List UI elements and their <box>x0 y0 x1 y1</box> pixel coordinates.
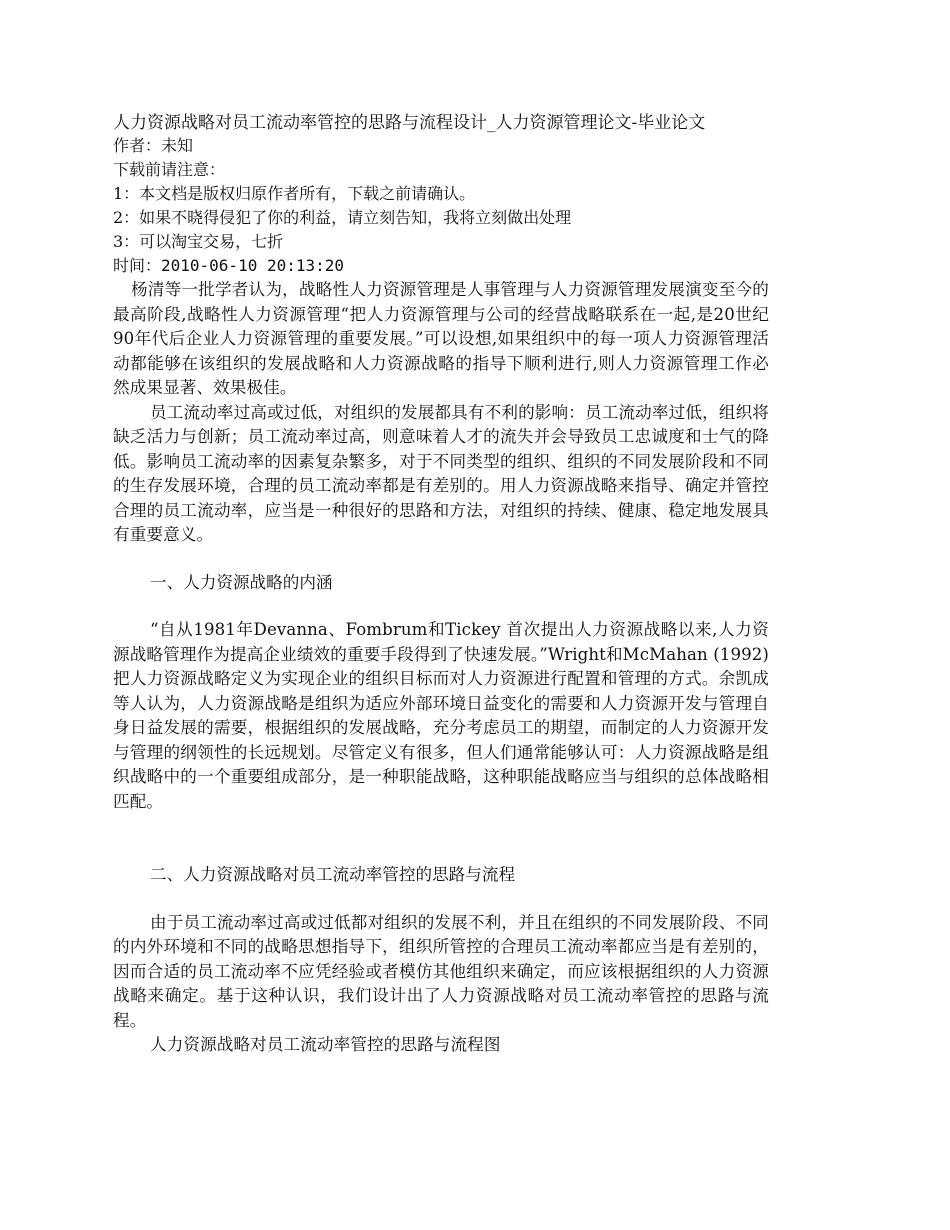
notice-item: 3：可以淘宝交易，七折 <box>113 232 284 251</box>
paragraph-spacer <box>113 888 769 911</box>
body-paragraph-4: 由于员工流动率过高或过低都对组织的发展不利，并且在组织的不同发展阶段、不同的内外环境和不同的战略思想指导下，组织所管控的合理员工流动率都应当是有差别的，因而合适的员工流动率不应凭经验或者模仿其他组织来确定，而应该根据组织的人力资源战略来确定。基于这种认识，我们设计出了人力资源战略对员工流动率管控的思路与流程。 <box>113 912 769 1030</box>
notice-item: 1：本文档是版权归原作者所有，下载之前请确认。 <box>113 184 476 203</box>
figure-caption: 人力资源战略对员工流动率管控的思路与流程图 <box>150 1035 501 1054</box>
paragraph-spacer <box>113 595 769 618</box>
body-paragraph-1: 杨清等一批学者认为，战略性人力资源管理是人事管理与人力资源管理发展演变至今的最高阶段,战略性人力资源管理“把人力资源管理与公司的经营战略联系在一起,是20世纪90年代后企业人力资源管理的重要发展。”可以设想,如果组织中的每一项人力资源管理活动都能够在该组织的发展战略和人力资源战略的指导下顺利进行,则人力资源管理工作必然成果显著、效果极佳。 <box>113 280 769 397</box>
paragraph-spacer <box>113 548 769 571</box>
body-paragraph-2: 员工流动率过高或过低，对组织的发展都具有不利的影响：员工流动率过低，组织将缺乏活力与创新；员工流动率过高，则意味着人才的流失并会导致员工忠诚度和士气的降低。影响员工流动率的因素复杂繁多，对于不同类型的组织、组织的不同发展阶段和不同的生存发展环境，合理的员工流动率都是有差别的。用人力资源战略来指导、确定并管控合理的员工流动率，应当是一种很好的思路和方法，对组织的持续、健康、稳定地发展具有重要意义。 <box>113 402 769 544</box>
document-title: 人力资源战略对员工流动率管控的思路与流程设计_人力资源管理论文-毕业论文 <box>113 113 706 133</box>
section-heading-2: 二、人力资源战略对员工流动率管控的思路与流程 <box>150 865 516 884</box>
notice-item: 2：如果不晓得侵犯了你的利益，请立刻告知，我将立刻做出处理 <box>113 208 572 227</box>
document-page <box>113 112 769 1058</box>
body-paragraph-3: “自从1981年Devanna、Fombrum和Tickey 首次提出人力资源战略以来,人力资源战略管理作为提高企业绩效的重要手段得到了快速发展。”Wright和McMahan (1992) 把人力资源战略定义为实现企业的组织目标而对人力资源进行配置和管理的方式。余凯成等人认为，人力资源战略是组织为适应外部环境日益变化的需要和人力资源开发与管理自身日益发展的需要，根据组织的发展战略，充分考虑员工的期望，而制定的人力资源开发与管理的纲领性的长远规划。尽管定义有很多，但人们通常能够认可：人力资源战略是组织战略中的一个重要组成部分，是一种职能战略，这种职能战略应当与组织的总体战略相匹配。 <box>113 620 769 811</box>
author-line: 作者：未知 <box>113 136 194 155</box>
paragraph-spacer <box>113 814 769 863</box>
notice-heading: 下载前请注意： <box>113 160 226 179</box>
timestamp-line: 时间：2010-06-10 20:13:20 <box>113 256 345 275</box>
section-heading-1: 一、人力资源战略的内涵 <box>150 572 333 592</box>
